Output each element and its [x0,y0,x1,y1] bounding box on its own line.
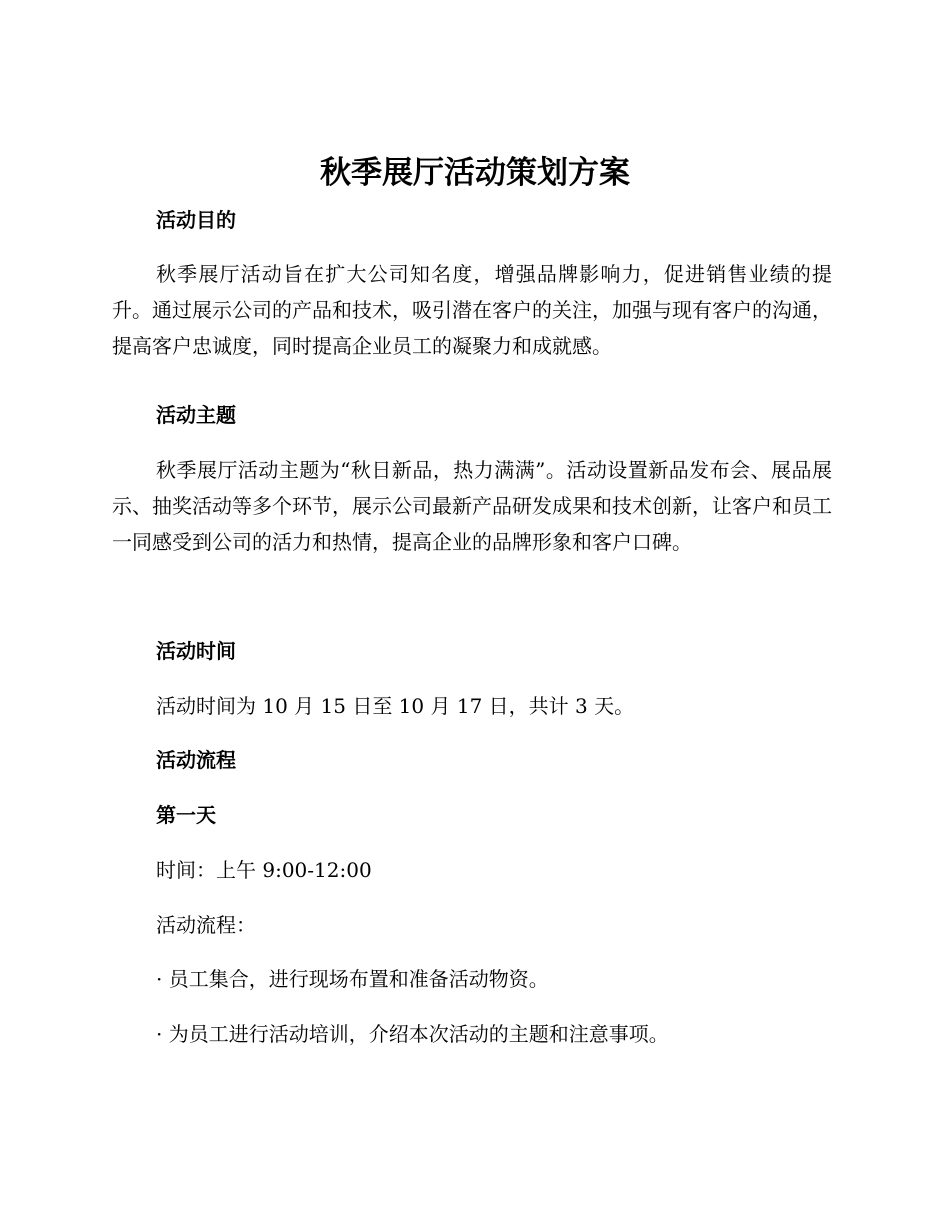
section-heading-purpose: 活动目的 [156,208,236,232]
section-heading-time: 活动时间 [156,639,236,663]
section-paragraph-theme: 秋季展厅活动主题为“秋日新品，热力满满”。活动设置新品发布会、展品展示、抽奖活动等多个环节，展示公司最新产品研发成果和技术创新，让客户和员工一同感受到公司的活力和热情，提高企业的品牌形象和客户口碑。 [112,458,832,554]
section-heading-theme: 活动主题 [156,403,236,427]
section-text-time: 活动时间为 10 月 15 日至 10 月 17 日，共计 3 天。 [156,694,635,718]
page-title: 秋季展厅活动策划方案 [320,155,630,191]
list-item: · 为员工进行活动培训，介绍本次活动的主题和注意事项。 [156,1022,669,1046]
day-time-text: 时间：上午 9:00-12:00 [156,858,372,882]
section-heading-flow: 活动流程 [156,748,236,772]
list-item: · 员工集合，进行现场布置和准备活动物资。 [156,967,549,991]
day-heading: 第一天 [156,803,216,827]
flow-label: 活动流程： [156,913,256,937]
section-paragraph-purpose: 秋季展厅活动旨在扩大公司知名度，增强品牌影响力，促进销售业绩的提升。通过展示公司的产品和技术，吸引潜在客户的关注，加强与现有客户的沟通，提高客户忠诚度，同时提高企业员工的凝聚力和成就感。 [112,262,832,358]
